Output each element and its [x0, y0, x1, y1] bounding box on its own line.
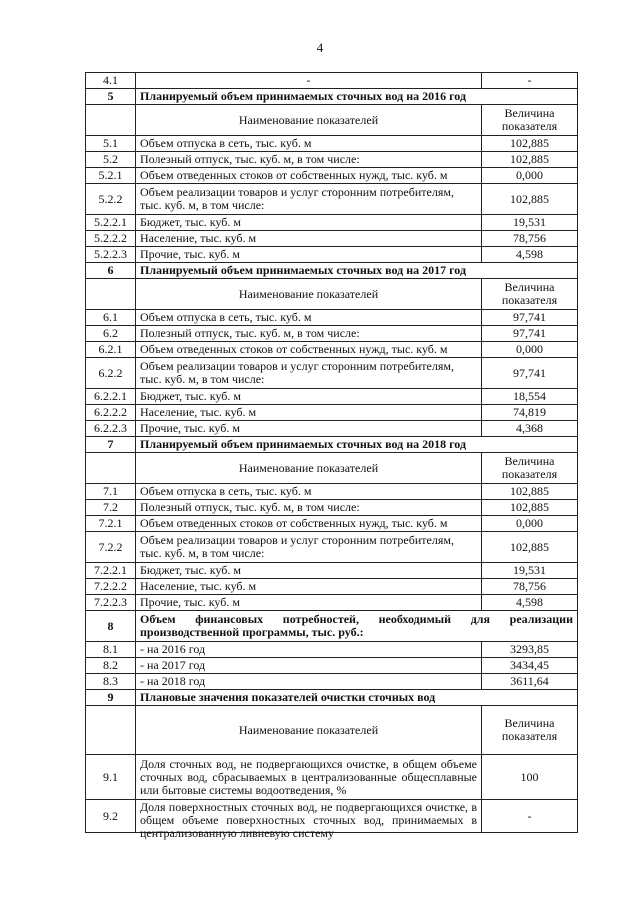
page-number: 4: [316, 40, 324, 55]
table-row: [86, 658, 578, 674]
row-name: Полезный отпуск, тыс. куб. м, в том числе:: [136, 152, 482, 168]
header-name: Наименование показателей: [136, 279, 482, 310]
row-value: -: [482, 73, 578, 89]
row-number: 5.2: [86, 152, 136, 168]
table-row: [86, 595, 578, 611]
row-number: 6.2.2.3: [86, 421, 136, 437]
row-name: Население, тыс. куб. м: [136, 405, 482, 421]
row-name-cell: [136, 800, 482, 840]
row-value: 3611,64: [482, 674, 578, 690]
table-row: [86, 215, 578, 231]
row-value: 102,885: [482, 184, 578, 215]
row-number: 7.2.2: [86, 532, 136, 563]
row-value: 78,756: [482, 579, 578, 595]
header-row: [86, 105, 578, 136]
header-name: Наименование показателей: [136, 105, 482, 136]
section-title-row: [86, 690, 578, 706]
header-name: Наименование показателей: [136, 453, 482, 484]
row-name: - на 2016 год: [136, 642, 482, 658]
section-title-row: [86, 437, 578, 453]
section-title: Планируемый объем принимаемых сточных вод на 2017 год: [136, 263, 578, 279]
table-row: [86, 484, 578, 500]
table-row: [86, 405, 578, 421]
row-number: 6.2: [86, 326, 136, 342]
row-number: 4.1: [86, 73, 136, 89]
row-number: 9.1: [86, 755, 136, 800]
row-value: 4,598: [482, 595, 578, 611]
row-value: 102,885: [482, 532, 578, 563]
row-number: 5.2.2.2: [86, 231, 136, 247]
row-name: Прочие, тыс. куб. м: [136, 247, 482, 263]
row-name: Объем реализации товаров и услуг сторонним потребителям, тыс. куб. м, в том числе:: [136, 184, 482, 215]
row-name: - на 2017 год: [136, 658, 482, 674]
row-value: -: [482, 800, 578, 833]
table-row: [86, 500, 578, 516]
section-number: 9: [86, 690, 136, 706]
header-value: Величина показателя: [482, 706, 578, 755]
row-value: 4,598: [482, 247, 578, 263]
table-row: [86, 136, 578, 152]
row-name: Полезный отпуск, тыс. куб. м, в том числе:: [136, 326, 482, 342]
row-name: Объем отведенных стоков от собственных нужд, тыс. куб. м: [136, 516, 482, 532]
row-name: Доля сточных вод, не подвергающихся очистке, в общем объеме сточных вод, сбрасываемых в централизованные общесплавные или бытовые системы водоотведения, %: [136, 755, 482, 800]
row-number: 5.2.2.3: [86, 247, 136, 263]
row-value: 18,554: [482, 389, 578, 405]
table-row: [86, 310, 578, 326]
row-name: Население, тыс. куб. м: [136, 231, 482, 247]
row-value: 100: [482, 755, 578, 800]
row-value: 102,885: [482, 500, 578, 516]
table-row: [86, 326, 578, 342]
row-name: Бюджет, тыс. куб. м: [136, 389, 482, 405]
row-number: 7.2.2.3: [86, 595, 136, 611]
row-value: 19,531: [482, 563, 578, 579]
row-number: 7.2.2.2: [86, 579, 136, 595]
row-name: Объем реализации товаров и услуг сторонним потребителям, тыс. куб. м, в том числе:: [136, 358, 482, 389]
row-value: 19,531: [482, 215, 578, 231]
table-row: [86, 563, 578, 579]
table-row: [86, 674, 578, 690]
section-number: 7: [86, 437, 136, 453]
section-title: Планируемый объем принимаемых сточных вод на 2018 год: [136, 437, 578, 453]
header-row: [86, 279, 578, 310]
row-name: -: [136, 73, 482, 89]
row-value: 74,819: [482, 405, 578, 421]
table-row: [86, 389, 578, 405]
row-number: 8.2: [86, 658, 136, 674]
row-name: Объем отведенных стоков от собственных нужд, тыс. куб. м: [136, 342, 482, 358]
table-row: [86, 800, 578, 833]
table-row: [86, 358, 578, 389]
row-number: 6.2.2.1: [86, 389, 136, 405]
section-number: 5: [86, 89, 136, 105]
row-name: Объем отпуска в сеть, тыс. куб. м: [136, 136, 482, 152]
row-number: 6.2.2.2: [86, 405, 136, 421]
row-value: 3293,85: [482, 642, 578, 658]
row-number: 6.2.2: [86, 358, 136, 389]
table-row: [86, 516, 578, 532]
table-row: [86, 168, 578, 184]
table-row: [86, 73, 578, 89]
section-number: 6: [86, 263, 136, 279]
row-name: Объем реализации товаров и услуг сторонним потребителям, тыс. куб. м, в том числе:: [136, 532, 482, 563]
header-value: Величина показателя: [482, 279, 578, 310]
row-value: 78,756: [482, 231, 578, 247]
table-row: [86, 184, 578, 215]
section-title: Объем финансовых потребностей, необходимый для реализации производственной программы, тыс. руб.:: [136, 611, 578, 642]
row-name: Объем отпуска в сеть, тыс. куб. м: [136, 484, 482, 500]
table-row: [86, 342, 578, 358]
row-name: Объем отпуска в сеть, тыс. куб. м: [136, 310, 482, 326]
row-name: - на 2018 год: [136, 674, 482, 690]
row-number: 5.2.1: [86, 168, 136, 184]
row-number: 5.2.2: [86, 184, 136, 215]
section-title-row: [86, 611, 578, 642]
row-number: 6.1: [86, 310, 136, 326]
row-name: Объем отведенных стоков от собственных нужд, тыс. куб. м: [136, 168, 482, 184]
row-name: Бюджет, тыс. куб. м: [136, 215, 482, 231]
table-row: [86, 231, 578, 247]
section-title-row: [86, 89, 578, 105]
section-number: 8: [86, 611, 136, 642]
row-number: 7.1: [86, 484, 136, 500]
row-number: 8.3: [86, 674, 136, 690]
section-title: Планируемый объем принимаемых сточных вод на 2016 год: [136, 89, 578, 105]
table-row: [86, 152, 578, 168]
row-name: Прочие, тыс. куб. м: [136, 595, 482, 611]
header-value: Величина показателя: [482, 105, 578, 136]
header-row: [86, 706, 578, 755]
row-value: 0,000: [482, 168, 578, 184]
row-number: 8.1: [86, 642, 136, 658]
table-row: [86, 532, 578, 563]
section-title-row: [86, 263, 578, 279]
table-row: [86, 421, 578, 437]
row-value: 97,741: [482, 310, 578, 326]
row-number: 5.2.2.1: [86, 215, 136, 231]
row-value: 0,000: [482, 516, 578, 532]
header-row: [86, 453, 578, 484]
table-row: [86, 247, 578, 263]
row-number: 5.1: [86, 136, 136, 152]
row-name: Полезный отпуск, тыс. куб. м, в том числе:: [136, 500, 482, 516]
row-value: 3434,45: [482, 658, 578, 674]
row-value: 4,368: [482, 421, 578, 437]
header-value: Величина показателя: [482, 453, 578, 484]
header-name: Наименование показателей: [136, 706, 482, 755]
row-value: 0,000: [482, 342, 578, 358]
row-value: 102,885: [482, 152, 578, 168]
row-number: 7.2.1: [86, 516, 136, 532]
row-value: 102,885: [482, 136, 578, 152]
row-number: 7.2: [86, 500, 136, 516]
row-value: 102,885: [482, 484, 578, 500]
table-row: [86, 755, 578, 800]
section-title: Плановые значения показателей очистки сточных вод: [136, 690, 578, 706]
row-name: Доля поверхностных сточных вод, не подвергающихся очистке, в общем объеме поверхностных сточных вод, принимаемых в централизованную ливневую систему: [140, 800, 477, 840]
row-name: Население, тыс. куб. м: [136, 579, 482, 595]
row-number: 9.2: [86, 800, 136, 833]
row-number: 7.2.2.1: [86, 563, 136, 579]
row-number: 6.2.1: [86, 342, 136, 358]
row-value: 97,741: [482, 326, 578, 342]
table-row: [86, 579, 578, 595]
row-value: 97,741: [482, 358, 578, 389]
table-row: [86, 642, 578, 658]
row-name: Бюджет, тыс. куб. м: [136, 563, 482, 579]
row-name: Прочие, тыс. куб. м: [136, 421, 482, 437]
indicators-table: [85, 72, 578, 840]
